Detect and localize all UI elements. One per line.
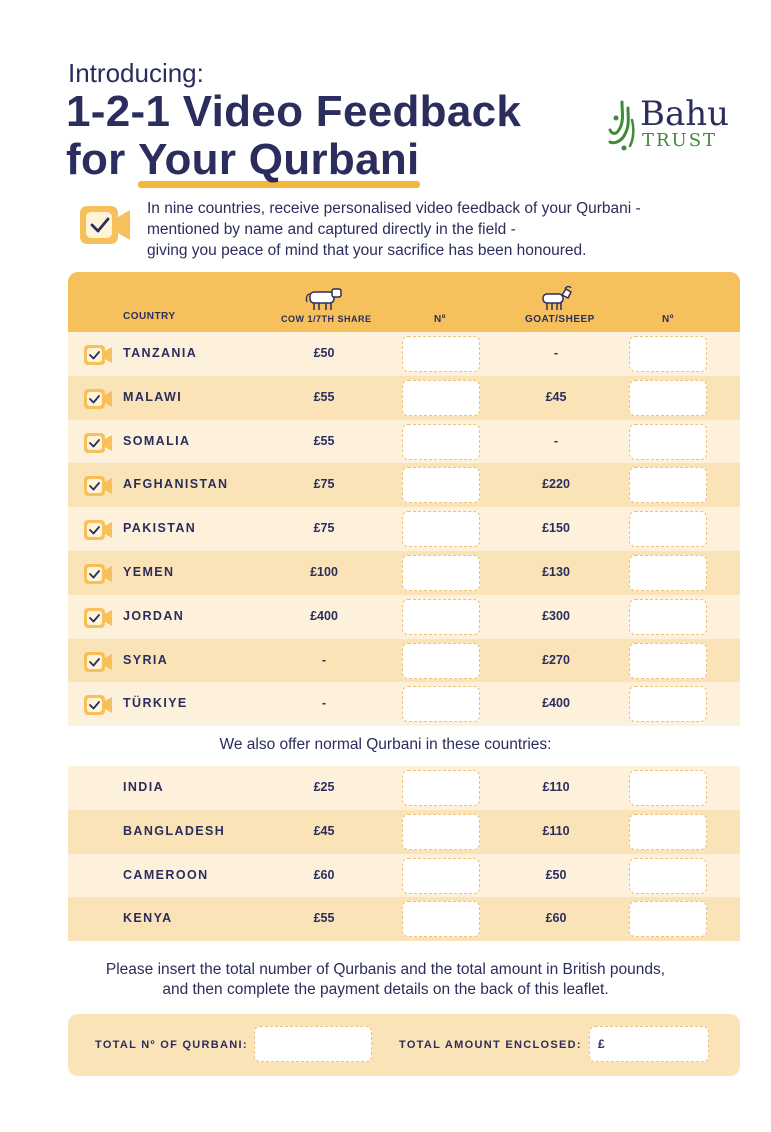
header-cow: COW 1/7TH SHARE (281, 314, 372, 324)
cow-price: £55 (313, 389, 335, 404)
total-qurbani-field[interactable] (254, 1026, 372, 1062)
goat-price: £60 (545, 911, 567, 926)
goat-icon (538, 286, 574, 317)
goat-quantity-field[interactable] (629, 770, 707, 806)
header-country: COUNTRY (123, 311, 176, 322)
note-line-2: and then complete the payment details on the back of this leaflet. (162, 981, 609, 998)
cow-quantity-field[interactable] (402, 770, 480, 806)
video-check-icon (84, 607, 114, 634)
country-name: AFGHANISTAN (123, 477, 229, 492)
currency-symbol: £ (598, 1037, 605, 1051)
calligraphy-logo-icon (604, 98, 640, 154)
table-row (68, 463, 740, 507)
country-name: PAKISTAN (123, 521, 197, 536)
goat-price: £270 (542, 652, 570, 667)
total-amount-field[interactable] (589, 1026, 709, 1062)
goat-quantity-field[interactable] (629, 380, 707, 416)
instructions-note (0, 960, 771, 1000)
country-name: MALAWI (123, 389, 183, 404)
cow-price: - (321, 652, 327, 667)
cow-quantity-field[interactable] (402, 467, 480, 503)
goat-price: £130 (542, 565, 570, 579)
cow-icon (304, 286, 344, 317)
goat-quantity-field[interactable] (629, 643, 707, 679)
logo-name: Bahu (640, 94, 730, 134)
country-name: YEMEN (123, 565, 175, 579)
table-row (68, 595, 740, 639)
country-name: KENYA (123, 911, 173, 926)
goat-price: £220 (542, 477, 570, 492)
cow-price: £55 (313, 911, 335, 926)
goat-quantity-field[interactable] (629, 424, 707, 460)
cow-quantity-field[interactable] (402, 380, 480, 416)
intro-line-1: In nine countries, receive personalised video feedback of your Qurbani - (147, 200, 641, 217)
cow-price: £60 (313, 867, 335, 882)
total-qurbani-label: TOTAL Nº OF QURBANI: (95, 1039, 248, 1051)
goat-quantity-field[interactable] (629, 336, 707, 372)
goat-quantity-field[interactable] (629, 511, 707, 547)
goat-price: - (553, 346, 559, 360)
cow-quantity-field[interactable] (402, 686, 480, 722)
table-row (68, 766, 740, 810)
cow-price: £45 (313, 823, 335, 838)
table-row (68, 376, 740, 420)
video-check-icon (84, 344, 114, 371)
country-name: BANGLADESH (123, 823, 226, 838)
header-goat: GOAT/SHEEP (525, 314, 595, 325)
goat-price: £400 (542, 696, 570, 711)
table-row (68, 810, 740, 854)
goat-quantity-field[interactable] (629, 599, 707, 635)
video-check-icon (84, 432, 114, 459)
goat-price: £110 (542, 780, 570, 794)
cow-price: £50 (313, 346, 335, 360)
table-row (68, 507, 740, 551)
cow-price: £75 (313, 477, 335, 492)
table-row (68, 420, 740, 464)
cow-quantity-field[interactable] (402, 901, 480, 937)
country-name: CAMEROON (123, 867, 209, 882)
cow-price: - (321, 696, 327, 711)
cow-quantity-field[interactable] (402, 336, 480, 372)
cow-price: £55 (313, 433, 335, 448)
goat-quantity-field[interactable] (629, 814, 707, 850)
country-name: TÜRKIYE (123, 696, 188, 711)
goat-quantity-field[interactable] (629, 686, 707, 722)
header-number-1: Nº (434, 314, 446, 325)
intro-label: Introducing: (68, 58, 204, 88)
title-highlight: Your Qurbani (138, 135, 420, 184)
goat-price: - (553, 433, 559, 448)
country-name: TANZANIA (123, 346, 198, 360)
table-row (68, 639, 740, 683)
country-name: JORDAN (123, 608, 185, 623)
country-name: INDIA (123, 780, 165, 794)
video-check-icon (84, 563, 114, 590)
total-amount-label: TOTAL AMOUNT ENCLOSED: (399, 1039, 582, 1051)
goat-quantity-field[interactable] (629, 467, 707, 503)
goat-price: £45 (545, 389, 567, 404)
video-check-icon (84, 519, 114, 546)
goat-price: £110 (542, 823, 570, 838)
title-line-2 (66, 136, 521, 184)
intro-description (147, 198, 641, 261)
country-name: SOMALIA (123, 433, 191, 448)
cow-quantity-field[interactable] (402, 643, 480, 679)
goat-quantity-field[interactable] (629, 555, 707, 591)
table-row (68, 897, 740, 941)
title-line-1: 1-2-1 Video Feedback (66, 87, 522, 136)
bahu-trust-logo (604, 94, 734, 154)
cow-quantity-field[interactable] (402, 555, 480, 591)
video-check-icon (84, 475, 114, 502)
table-row (68, 332, 740, 376)
cow-quantity-field[interactable] (402, 599, 480, 635)
cow-quantity-field[interactable] (402, 858, 480, 894)
page-title (66, 88, 521, 184)
title-line-2-prefix: for (66, 135, 139, 184)
header-number-2: Nº (662, 314, 674, 325)
table-row (68, 854, 740, 898)
goat-price: £50 (545, 867, 567, 882)
cow-price: £100 (310, 565, 338, 579)
cow-quantity-field[interactable] (402, 424, 480, 460)
cow-quantity-field[interactable] (402, 511, 480, 547)
normal-qurbani-intro: We also offer normal Qurbani in these countries: (219, 736, 552, 753)
cow-quantity-field[interactable] (402, 814, 480, 850)
country-name: SYRIA (123, 652, 169, 667)
video-check-icon (80, 204, 132, 251)
goat-quantity-field[interactable] (629, 858, 707, 894)
intro-line-2: mentioned by name and captured directly in the field - (147, 221, 516, 238)
table-row (68, 551, 740, 595)
table-header (68, 272, 740, 332)
note-line-1: Please insert the total number of Qurbanis and the total amount in British pounds, (105, 961, 666, 978)
cow-price: £25 (313, 780, 335, 794)
goat-quantity-field[interactable] (629, 901, 707, 937)
video-check-icon (84, 388, 114, 415)
video-check-icon (84, 651, 114, 678)
goat-price: £150 (542, 521, 570, 536)
totals-panel (68, 1014, 740, 1076)
cow-price: £75 (313, 521, 335, 536)
table-row (68, 682, 740, 726)
video-check-icon (84, 694, 114, 721)
logo-sub: TRUST (642, 130, 718, 151)
cow-price: £400 (310, 608, 338, 623)
goat-price: £300 (542, 608, 570, 623)
intro-line-3: giving you peace of mind that your sacrifice has been honoured. (147, 242, 587, 259)
